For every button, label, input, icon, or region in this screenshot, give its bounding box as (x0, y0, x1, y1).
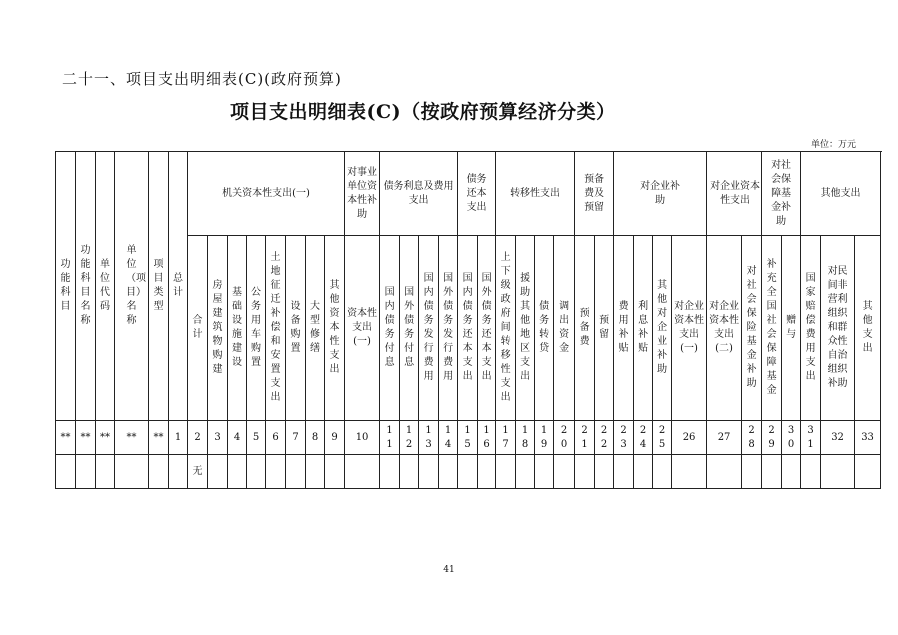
sub-header: 对企业资本性支出(二) (707, 236, 742, 421)
sub-header: 资本性支出(一) (345, 236, 380, 421)
data-cell (228, 455, 247, 489)
group-transfer: 转移性支出 (496, 152, 575, 236)
sub-header: 土地征迁补偿和安置支出 (266, 236, 286, 421)
index-cell: 3 (208, 421, 228, 455)
data-cell (325, 455, 345, 489)
index-cell: 31 (801, 421, 821, 455)
main-title: 项目支出明细表(C)（按政府预算经济分类） (230, 101, 616, 123)
unit-label: 单位：万元 (810, 140, 856, 150)
group-other: 其他支出 (801, 152, 881, 236)
sub-header: 赠与 (782, 236, 801, 421)
data-cell (801, 455, 821, 489)
sub-header: 房屋建筑物购建 (208, 236, 228, 421)
group-capital-expense: 机关资本性支出(一) (188, 152, 345, 236)
index-cell: 18 (516, 421, 535, 455)
index-cell: ** (115, 421, 149, 455)
sub-header: 合计 (188, 236, 208, 421)
sub-header: 利息补贴 (634, 236, 653, 421)
index-cell: 28 (742, 421, 762, 455)
sub-header: 国内债务还本支出 (458, 236, 478, 421)
data-cell (306, 455, 325, 489)
index-cell: 8 (306, 421, 325, 455)
data-cell (575, 455, 595, 489)
index-cell: 32 (821, 421, 855, 455)
data-cell (496, 455, 516, 489)
index-cell: 21 (575, 421, 595, 455)
index-cell: 10 (345, 421, 380, 455)
data-cell (634, 455, 653, 489)
data-cell (762, 455, 782, 489)
data-cell (439, 455, 458, 489)
data-cell (380, 455, 400, 489)
data-cell (782, 455, 801, 489)
index-cell: 11 (380, 421, 400, 455)
data-cell (458, 455, 478, 489)
header-func-code: 功能科目 (56, 152, 76, 421)
index-cell: ** (149, 421, 169, 455)
index-cell: 22 (595, 421, 614, 455)
sub-header: 对企业资本性支出(一) (672, 236, 707, 421)
index-cell: 14 (439, 421, 458, 455)
index-cell: 15 (458, 421, 478, 455)
index-cell: ** (56, 421, 76, 455)
sub-header: 债务转贷 (535, 236, 554, 421)
data-cell (653, 455, 672, 489)
index-cell: 7 (286, 421, 306, 455)
data-cell-total-sum: 无 (188, 455, 208, 489)
data-cell (266, 455, 286, 489)
sub-header: 设备购置 (286, 236, 306, 421)
header-project-type: 项目类型 (149, 152, 169, 421)
group-header-row (56, 152, 881, 236)
sub-header: 国家赔偿费用支出 (801, 236, 821, 421)
data-cell (286, 455, 306, 489)
index-cell: 9 (325, 421, 345, 455)
sub-header: 其他支出 (855, 236, 881, 421)
data-cell (247, 455, 266, 489)
data-cell (516, 455, 535, 489)
group-institution-capital: 对事业单位资本性补助 (345, 152, 380, 236)
data-cell (345, 455, 380, 489)
index-cell: 27 (707, 421, 742, 455)
sub-header: 上下级政府间转移性支出 (496, 236, 516, 421)
index-cell: 2 (188, 421, 208, 455)
index-cell: 13 (419, 421, 439, 455)
index-cell: 25 (653, 421, 672, 455)
section-title: 二十一、项目支出明细表(C)(政府预算) (62, 70, 342, 88)
sub-header: 国外债务付息 (400, 236, 419, 421)
index-cell: 4 (228, 421, 247, 455)
index-cell: 29 (762, 421, 782, 455)
data-cell (208, 455, 228, 489)
sub-header: 调出资金 (554, 236, 575, 421)
group-reserve: 预备费及预留 (575, 152, 614, 236)
data-cell (614, 455, 634, 489)
data-cell (115, 455, 149, 489)
sub-header: 国内债务付息 (380, 236, 400, 421)
index-cell: ** (76, 421, 96, 455)
data-cell (478, 455, 496, 489)
index-cell: 16 (478, 421, 496, 455)
data-cell (707, 455, 742, 489)
group-debt-principal: 债务还本支出 (458, 152, 496, 236)
index-cell: 19 (535, 421, 554, 455)
header-func-name: 功能科目名称 (76, 152, 96, 421)
data-cell (821, 455, 855, 489)
sub-header: 国外债务还本支出 (478, 236, 496, 421)
sub-header: 公务用车购置 (247, 236, 266, 421)
sub-header: 大型修缮 (306, 236, 325, 421)
group-enterprise-capital: 对企业资本性支出 (707, 152, 762, 236)
sub-header: 援助其他地区支出 (516, 236, 535, 421)
data-cell (169, 455, 188, 489)
sub-header: 补充全国社会保障基金 (762, 236, 782, 421)
group-social-security: 对社会保障基金补助 (762, 152, 801, 236)
sub-header: 国内债务发行费用 (419, 236, 439, 421)
index-cell: 30 (782, 421, 801, 455)
data-cell (76, 455, 96, 489)
data-cell (419, 455, 439, 489)
sub-header: 国外债务发行费用 (439, 236, 458, 421)
data-cell (595, 455, 614, 489)
data-cell (535, 455, 554, 489)
sub-header: 其他资本性支出 (325, 236, 345, 421)
data-cell (56, 455, 76, 489)
data-cell (554, 455, 575, 489)
index-cell: 20 (554, 421, 575, 455)
index-cell: 5 (247, 421, 266, 455)
header-total: 总计 (169, 152, 188, 421)
data-cell (400, 455, 419, 489)
group-enterprise-subsidy: 对企业补助 (614, 152, 707, 236)
data-cell (149, 455, 169, 489)
project-expense-table (55, 151, 881, 489)
index-cell: 6 (266, 421, 286, 455)
data-cell (96, 455, 115, 489)
index-cell: 17 (496, 421, 516, 455)
sub-header: 对社会保险基金补助 (742, 236, 762, 421)
index-cell: 23 (614, 421, 634, 455)
sub-header: 预留 (595, 236, 614, 421)
index-cell: 1 (169, 421, 188, 455)
sub-header: 费用补贴 (614, 236, 634, 421)
index-cell: 33 (855, 421, 881, 455)
data-row (56, 455, 881, 489)
sub-header: 预备费 (575, 236, 595, 421)
group-debt-interest: 债务利息及费用支出 (380, 152, 458, 236)
sub-header: 对民间非营利组织和群众性自治组织补助 (821, 236, 855, 421)
data-cell (672, 455, 707, 489)
data-cell (742, 455, 762, 489)
index-cell: ** (96, 421, 115, 455)
data-cell (855, 455, 881, 489)
header-unit-name: 单位（项目）名称 (115, 152, 149, 421)
header-unit-code: 单位代码 (96, 152, 115, 421)
sub-header: 基础设施建设 (228, 236, 247, 421)
sub-header: 其他对企业补助 (653, 236, 672, 421)
index-cell: 24 (634, 421, 653, 455)
index-cell: 26 (672, 421, 707, 455)
index-row (56, 421, 881, 455)
index-cell: 12 (400, 421, 419, 455)
page-number: 41 (443, 565, 455, 575)
